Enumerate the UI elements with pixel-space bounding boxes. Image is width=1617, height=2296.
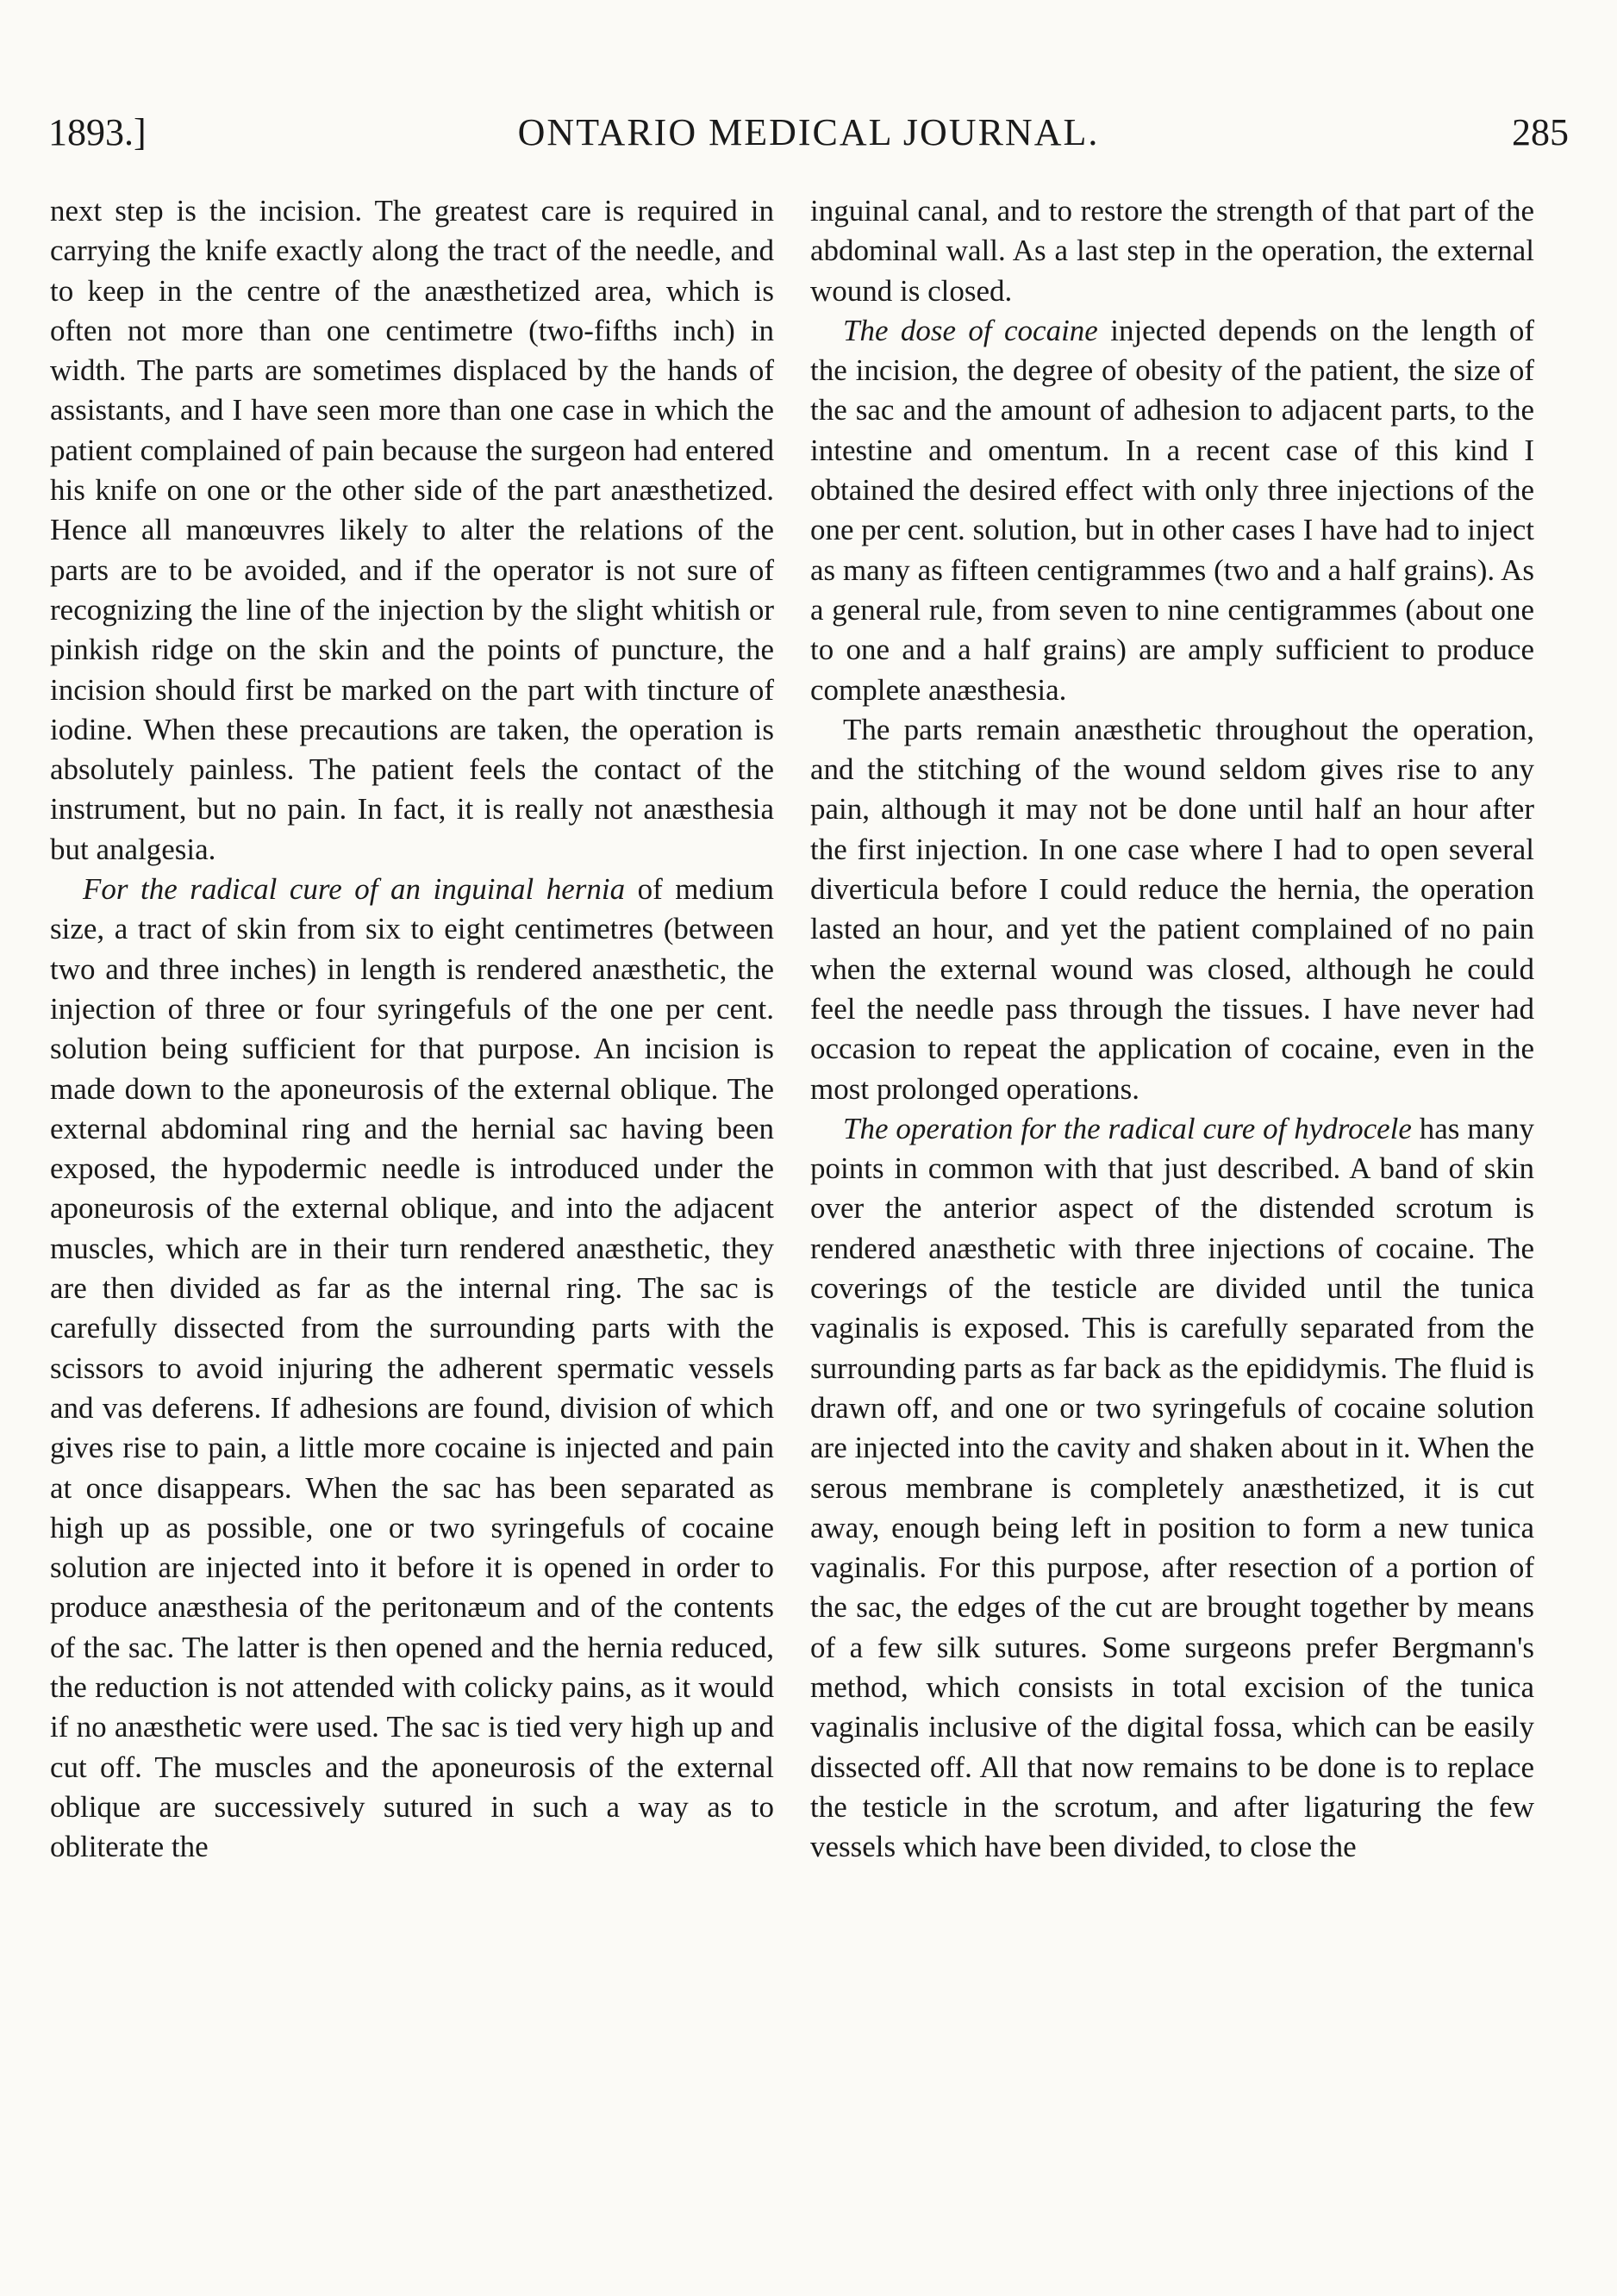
right-column (810, 191, 1534, 1867)
paragraph-hydrocele (810, 1109, 1534, 1868)
header-year: 1893.] (48, 111, 147, 153)
paragraph-dose-of-cocaine (810, 311, 1534, 710)
page-number: 285 (1512, 111, 1569, 153)
paragraph-text: has many points in common with that just described. A band of skin over the anterior aspect of the distended scrotum is rendered anæsthetic with three injections of cocaine. The coverings of the testicle are divided until the tunica vaginalis is exposed. This is carefully separated from the surrounding parts as far back as the epididymis. The fluid is drawn off, and one or two syringefuls of cocaine solution are injected into the cavity and shaken about in it. When the serous membrane is completely anæsthetized, it is cut away, enough being left in position to form a new tunica vaginalis. For this purpose, after resection of a portion of the sac, the edges of the cut are brought together by means of a few silk sutures. Some surgeons prefer Bergmann's method, which consists in total excision of the tunica vaginalis inclusive of the digital fossa, which can be easily dissected off. All that now remains to be done is to replace the testicle in the scrotum, and after ligaturing the few vessels which have been divided, to close the (810, 1111, 1534, 1864)
journal-title: ONTARIO MEDICAL JOURNAL. (517, 111, 1100, 153)
paragraph-parts-anaesthetic: The parts remain anæsthetic throughout the operation, and the stitching of the wound seldom gives rise to any pain, although it may not be done until half an hour after the first injection. In one case where I had to open several diverticula before I could reduce the hernia, the operation lasted an hour, and yet the patient complained of no pain when the external wound was closed, although he could feel the needle pass through the tissues. I have never had occasion to repeat the application of cocaine, even in the most prolonged operations. (810, 712, 1534, 1106)
left-column (50, 191, 774, 1867)
running-header (48, 110, 1569, 171)
paragraph-text: of medium size, a tract of skin from six to eight centimetres (between two and three inches) in length is rendered anæsthetic, the injection of three or four syringefuls of the one per cent. solution being sufficient for that purpose. An incision is made down to the aponeurosis of the external oblique. The external abdominal ring and the hernial sac having been exposed, the hypodermic needle is introduced under the aponeurosis of the external oblique, and into the adjacent muscles, which are in their turn rendered anæsthetic, they are then divided as far as the internal ring. The sac is carefully dissected from the surrounding parts with the scissors to avoid injuring the adherent spermatic vessels and vas deferens. If adhesions are found, division of which gives rise to pain, a little more cocaine is injected and pain at once disappears. When the sac has been separated as high up as possible, one or two syringefuls of cocaine solution are injected into it before it is opened in order to produce anæsthesia of the peritonæum and of the contents of the sac. The latter is then opened and the hernia reduced, the reduction is not attended with colicky pains, as it would if no anæsthetic were used. The sac is tied very high up and cut off. The muscles and the aponeurosis of the external oblique are successively sutured in such a way as to obliterate the (50, 872, 774, 1864)
paragraph-inguinal-hernia (50, 870, 774, 1867)
italic-heading-dose: The dose of cocaine (843, 313, 1098, 347)
italic-heading-inguinal-hernia: For the radical cure of an inguinal hernia (83, 872, 626, 907)
paragraph-inguinal-canal: inguinal canal, and to restore the strength of that part of the abdominal wall. As a last step in the operation, the external wound is closed. (810, 194, 1534, 308)
paragraph-text: injected depends on the length of the incision, the degree of obesity of the patient, the size of the sac and the amount of adhesion to adjacent parts, to the intestine and omentum. In a recent case of this kind I obtained the desired effect with only three injections of the one per cent. solution, but in other cases I have had to inject as many as fifteen centigrammes (two and a half grains). As a general rule, from seven to nine centigrammes (about one to one and a half grains) are amply sufficient to produce complete anæsthesia. (810, 313, 1534, 707)
paragraph-incision: next step is the incision. The greatest care is required in carrying the knife exactly along the tract of the needle, and to keep in the centre of the anæsthetized area, which is often not more than one centimetre (two-fifths inch) in width. The parts are sometimes displaced by the hands of assistants, and I have seen more than one case in which the patient complained of pain because the surgeon had entered his knife on one or the other side of the part anæsthetized. Hence all manœuvres likely to alter the relations of the parts are to be avoided, and if the operator is not sure of recognizing the line of the injection by the slight whitish or pinkish ridge on the skin and the points of puncture, the incision should first be marked on the part with tincture of iodine. When these precautions are taken, the operation is absolutely painless. The patient feels the contact of the instrument, but no pain. In fact, it is really not anæsthesia but analgesia. (50, 194, 774, 866)
italic-heading-hydrocele: The operation for the radical cure of hydrocele (843, 1111, 1412, 1145)
